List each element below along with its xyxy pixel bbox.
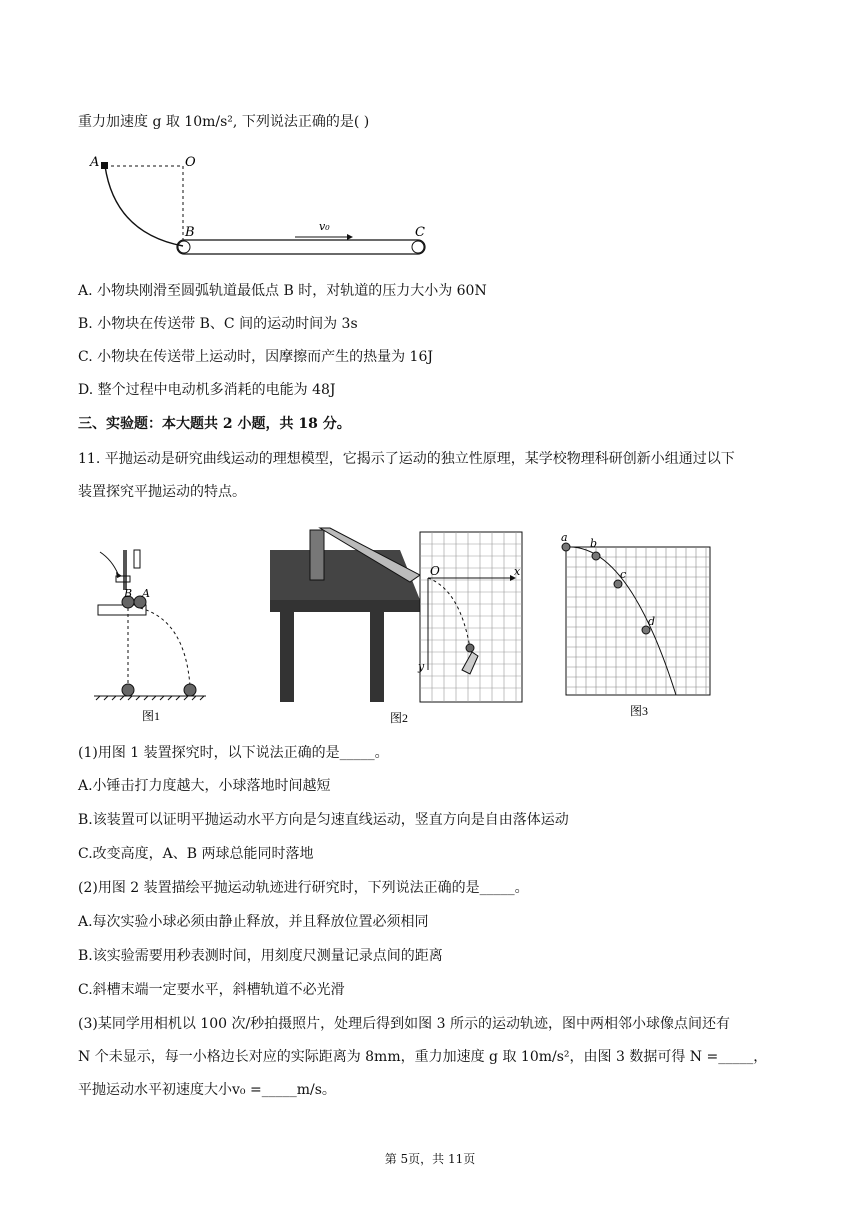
q11-2-option-b: B.该实验需要用秒表测时间，用刻度尺测量记录点间的距离 [78,948,443,964]
page-footer: 第 5页，共 11页 [384,1152,476,1166]
option-d: D. 整个过程中电动机多消耗的电能为 48J [78,382,336,398]
svg-text:d: d [648,615,656,628]
svg-text:x: x [514,565,521,578]
svg-text:O: O [185,155,196,170]
figure-1 [90,540,210,730]
option-b: B. 小物块在传送带 B、C 间的运动时间为 3s [78,316,358,332]
q11-1-stem: (1)用图 1 装置探究时，以下说法正确的是_____。 [78,745,389,761]
q11-stem-line1: 11. 平抛运动是研究曲线运动的理想模型，它揭示了运动的独立性原理，某学校物理科研创新小组通过以下 [78,451,735,467]
option-c: C. 小物块在传送带上运动时，因摩擦而产生的热量为 16J [78,349,433,365]
svg-text:图2: 图2 [390,711,409,725]
svg-text:A: A [142,587,150,600]
figure-2 [270,520,530,730]
q11-1-option-c: C.改变高度，A、B 两球总能同时落地 [78,846,314,862]
q11-2-stem: (2)用图 2 装置描绘平抛运动轨迹进行研究时，下列说法正确的是_____。 [78,880,529,896]
svg-text:b: b [590,537,598,550]
svg-text:图3: 图3 [630,704,649,718]
svg-text:v₀: v₀ [319,220,330,233]
figure-3 [558,533,718,723]
q11-1-option-b: B.该装置可以证明平抛运动水平方向是匀速直线运动，竖直方向是自由落体运动 [78,812,569,828]
svg-text:图1: 图1 [142,709,161,723]
arc-conveyor-figure [85,148,445,258]
q11-3-line1: (3)某同学用相机以 100 次/秒拍摄照片，处理后得到如图 3 所示的运动轨迹，图中两相邻小球像点间还有 [78,1016,730,1032]
svg-text:C: C [415,225,425,240]
section-title: 三、实验题：本大题共 2 小题，共 18 分。 [78,416,351,432]
svg-text:y: y [418,660,425,673]
q11-1-option-a: A.小锤击打力度越大，小球落地时间越短 [78,778,331,794]
svg-text:A: A [90,155,100,170]
q11-3-line3: 平抛运动水平初速度大小v₀ =_____m/s。 [78,1082,336,1098]
q11-stem-line2: 装置探究平抛运动的特点。 [78,484,246,500]
intro-line: 重力加速度 g 取 10m/s², 下列说法正确的是( ) [78,114,370,130]
svg-text:a: a [561,533,568,544]
svg-text:B: B [185,225,195,240]
svg-text:B: B [124,587,133,600]
q11-3-line2: N 个未显示，每一小格边长对应的实际距离为 8mm，重力加速度 g 取 10m/s²，由图 3 数据可得 N =_____， [78,1049,768,1065]
q11-2-option-c: C.斜槽末端一定要水平，斜槽轨道不必光滑 [78,982,345,998]
q11-2-option-a: A.每次实验小球必须由静止释放，并且释放位置必须相同 [78,914,429,930]
svg-text:c: c [620,568,627,581]
svg-text:O: O [430,564,440,578]
option-a: A. 小物块刚滑至圆弧轨道最低点 B 时，对轨道的压力大小为 60N [78,283,487,299]
